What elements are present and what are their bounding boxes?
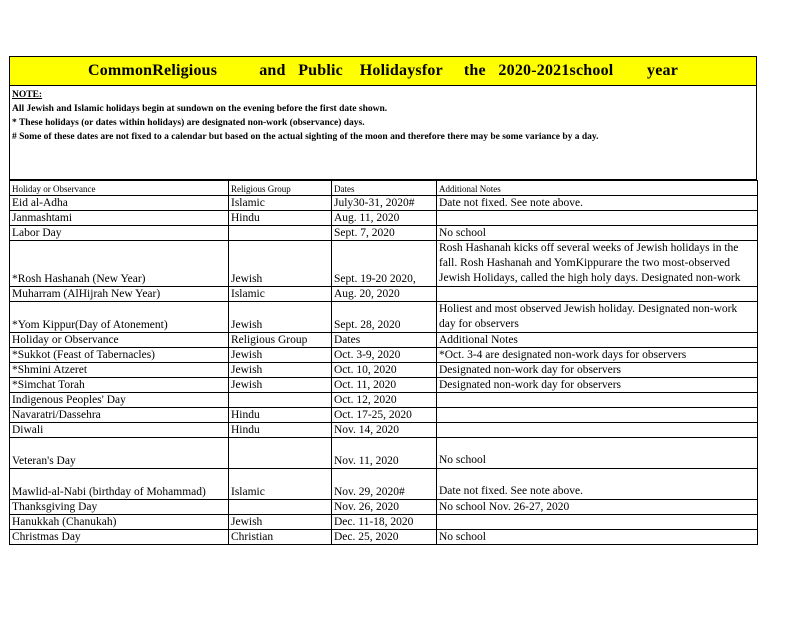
date-cell: Oct. 3-9, 2020 xyxy=(332,348,437,363)
table-row xyxy=(10,226,758,241)
table-row xyxy=(10,348,758,363)
date-cell: Oct. 10, 2020 xyxy=(332,363,437,378)
notes-cell xyxy=(437,211,758,226)
title-bar xyxy=(9,56,757,86)
table-row xyxy=(10,393,758,408)
group-cell: Islamic xyxy=(229,196,332,211)
date-cell: Nov. 29, 2020# xyxy=(332,469,437,500)
date-cell: Dates xyxy=(332,333,437,348)
holiday-cell: Hanukkah (Chanukah) xyxy=(10,515,229,530)
note-line: All Jewish and Islamic holidays begin at sundown on the evening before the first date shown. xyxy=(12,104,388,114)
notes-cell: Rosh Hashanah kicks off several weeks of Jewish holidays in the fall. Rosh Hashanah and YomKippurare the two most-observed Jewish Holidays, called the high holy days. Designated non-work xyxy=(437,241,758,287)
date-cell: Nov. 11, 2020 xyxy=(332,438,437,469)
group-cell xyxy=(229,438,332,469)
group-cell: Christian xyxy=(229,530,332,545)
holiday-cell: *Rosh Hashanah (New Year) xyxy=(10,241,229,287)
table-row xyxy=(10,530,758,545)
holiday-cell: Navaratri/Dassehra xyxy=(10,408,229,423)
group-cell xyxy=(229,500,332,515)
notes-cell: Date not fixed. See note above. xyxy=(437,469,758,500)
date-cell: Sept. 7, 2020 xyxy=(332,226,437,241)
holiday-cell: Janmashtami xyxy=(10,211,229,226)
group-cell: Religious Group xyxy=(229,333,332,348)
group-cell: Jewish xyxy=(229,378,332,393)
date-cell: Aug. 11, 2020 xyxy=(332,211,437,226)
notes-cell: No school Nov. 26-27, 2020 xyxy=(437,500,758,515)
note-heading: NOTE: xyxy=(12,90,43,100)
notes-cell: Holiest and most observed Jewish holiday. Designated non-work day for observers xyxy=(437,302,758,333)
note-box xyxy=(9,86,757,180)
notes-cell xyxy=(437,515,758,530)
holiday-cell: Christmas Day xyxy=(10,530,229,545)
column-header: Additional Notes xyxy=(437,181,758,196)
holiday-cell: Holiday or Observance xyxy=(10,333,229,348)
holiday-cell: Muharram (AlHijrah New Year) xyxy=(10,287,229,302)
table-row xyxy=(10,196,758,211)
date-cell: Nov. 26, 2020 xyxy=(332,500,437,515)
holiday-cell: Thanksgiving Day xyxy=(10,500,229,515)
title-part: and xyxy=(259,62,286,79)
column-header: Dates xyxy=(332,181,437,196)
notes-cell: No school xyxy=(437,226,758,241)
group-cell: Islamic xyxy=(229,287,332,302)
date-cell: Oct. 12, 2020 xyxy=(332,393,437,408)
date-cell: July30-31, 2020# xyxy=(332,196,437,211)
group-cell xyxy=(229,226,332,241)
table-row xyxy=(10,211,758,226)
holiday-table xyxy=(9,180,758,545)
title-part: CommonReligious xyxy=(87,62,218,79)
notes-cell: No school xyxy=(437,438,758,469)
group-cell: Hindu xyxy=(229,423,332,438)
table-row xyxy=(10,287,758,302)
table-row xyxy=(10,469,758,500)
holiday-cell: Diwali xyxy=(10,423,229,438)
table-row xyxy=(10,333,758,348)
title-part: Public xyxy=(298,62,343,79)
date-cell: Sept. 19-20 2020, xyxy=(332,241,437,287)
title-part: the xyxy=(463,62,486,79)
table-row xyxy=(10,302,758,333)
notes-cell xyxy=(437,423,758,438)
title-part: 2020-2021school xyxy=(498,62,614,79)
table-row xyxy=(10,378,758,393)
notes-cell xyxy=(437,287,758,302)
group-cell: Hindu xyxy=(229,211,332,226)
notes-cell xyxy=(437,408,758,423)
group-cell: Hindu xyxy=(229,408,332,423)
holiday-cell: Indigenous Peoples' Day xyxy=(10,393,229,408)
date-cell: Dec. 11-18, 2020 xyxy=(332,515,437,530)
group-cell: Islamic xyxy=(229,469,332,500)
holiday-cell: *Shmini Atzeret xyxy=(10,363,229,378)
table-row xyxy=(10,408,758,423)
column-header: Holiday or Observance xyxy=(10,181,229,196)
group-cell: Jewish xyxy=(229,515,332,530)
title-part: year xyxy=(647,62,679,79)
group-cell: Jewish xyxy=(229,348,332,363)
notes-cell: Additional Notes xyxy=(437,333,758,348)
holiday-cell: *Sukkot (Feast of Tabernacles) xyxy=(10,348,229,363)
notes-cell: Designated non-work day for observers xyxy=(437,363,758,378)
date-cell: Oct. 17-25, 2020 xyxy=(332,408,437,423)
holiday-cell: Labor Day xyxy=(10,226,229,241)
holiday-cell: *Simchat Torah xyxy=(10,378,229,393)
date-cell: Oct. 11, 2020 xyxy=(332,378,437,393)
date-cell: Sept. 28, 2020 xyxy=(332,302,437,333)
notes-cell: *Oct. 3-4 are designated non-work days for observers xyxy=(437,348,758,363)
notes-cell: Designated non-work day for observers xyxy=(437,378,758,393)
table-row xyxy=(10,423,758,438)
table-row xyxy=(10,500,758,515)
holiday-cell: Eid al-Adha xyxy=(10,196,229,211)
group-cell: Jewish xyxy=(229,302,332,333)
table-row xyxy=(10,515,758,530)
note-line: # Some of these dates are not fixed to a calendar but based on the actual sighting of the moon and therefore there may be some variance by a day. xyxy=(12,132,599,142)
date-cell: Nov. 14, 2020 xyxy=(332,423,437,438)
date-cell: Dec. 25, 2020 xyxy=(332,530,437,545)
holiday-cell: *Yom Kippur(Day of Atonement) xyxy=(10,302,229,333)
table-row xyxy=(10,363,758,378)
holiday-cell: Mawlid-al-Nabi (birthday of Mohammad) xyxy=(10,469,229,500)
holiday-cell: Veteran's Day xyxy=(10,438,229,469)
notes-cell xyxy=(437,393,758,408)
holiday-sheet xyxy=(9,56,757,545)
notes-cell: No school xyxy=(437,530,758,545)
notes-cell: Date not fixed. See note above. xyxy=(437,196,758,211)
title-part: Holidaysfor xyxy=(359,62,443,79)
group-cell xyxy=(229,393,332,408)
column-header: Religious Group xyxy=(229,181,332,196)
table-row xyxy=(10,241,758,287)
date-cell: Aug. 20, 2020 xyxy=(332,287,437,302)
note-line: * These holidays (or dates within holidays) are designated non-work (observance) days. xyxy=(12,118,365,128)
table-header-row xyxy=(10,181,758,196)
group-cell: Jewish xyxy=(229,363,332,378)
group-cell: Jewish xyxy=(229,241,332,287)
table-row xyxy=(10,438,758,469)
